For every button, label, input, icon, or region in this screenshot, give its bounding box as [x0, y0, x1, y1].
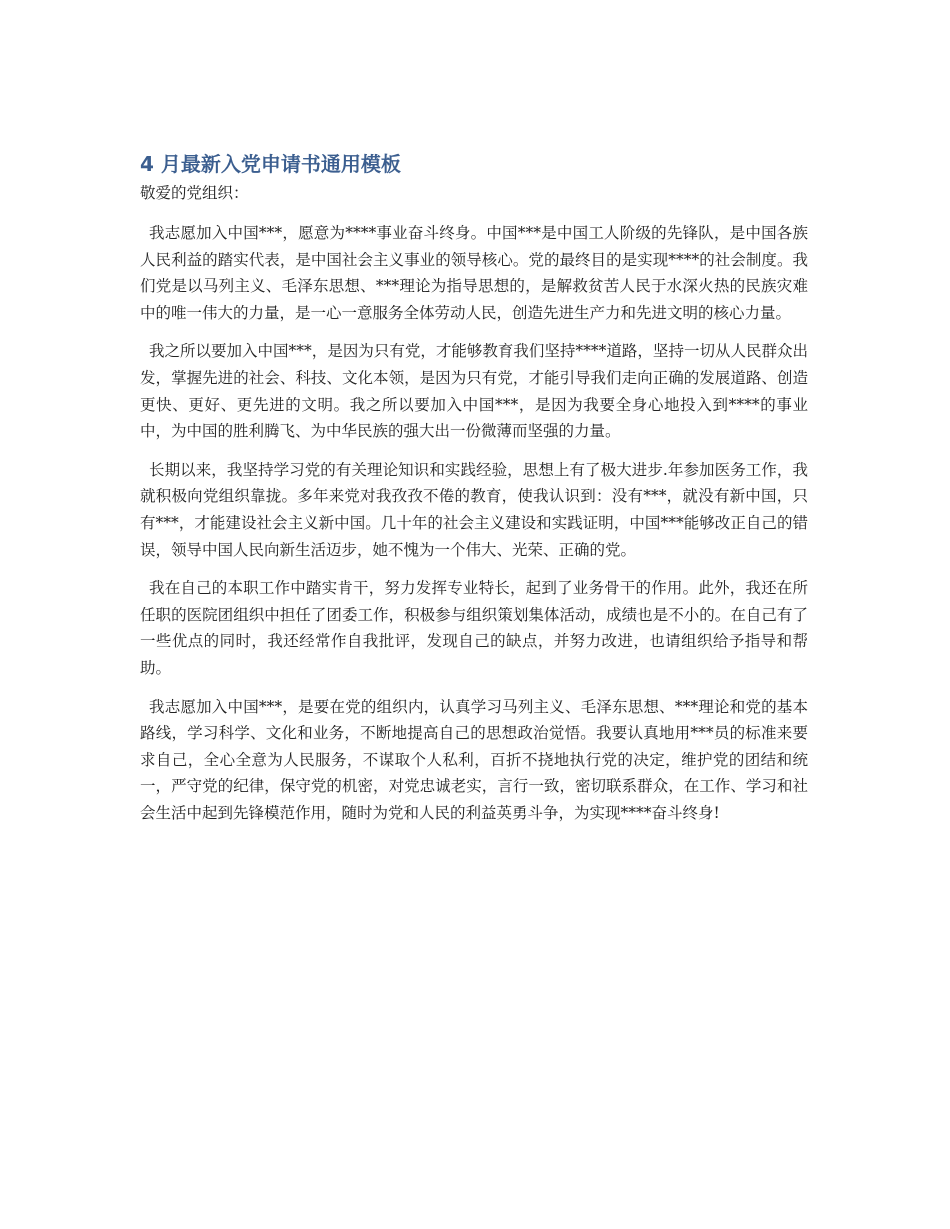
paragraph-1: 我志愿加入中国***，愿意为****事业奋斗终身。中国***是中国工人阶级的先锋队，是中国各族人民利益的踏实代表，是中国社会主义事业的领导核心。党的最终目的是实现****的社会制度。我们党是以马列主义、毛泽东思想、***理论为指导思想的，是解救贫苦人民于水深火热的民族灾难中的唯一伟大的力量，是一心一意服务全体劳动人民，创造先进生产力和先进文明的核心力量。: [140, 224, 808, 322]
salutation: 敬爱的党组织：: [140, 184, 249, 202]
paragraph-4: 我在自己的本职工作中踏实肯干，努力发挥专业特长，起到了业务骨干的作用。此外，我还在所任职的医院团组织中担任了团委工作，积极参与组织策划集体活动，成绩也是不小的。在自己有了一些优点的同时，我还经常作自我批评，发现自己的缺点，并努力改进，也请组织给予指导和帮助。: [140, 579, 808, 677]
document-page: [140, 148, 808, 838]
paragraph-2: 我之所以要加入中国***，是因为只有党，才能够教育我们坚持****道路，坚持一切从人民群众出发，掌握先进的社会、科技、文化本领，是因为只有党，才能引导我们走向正确的发展道路、创造更快、更好、更先进的文明。我之所以要加入中国***，是因为我要全身心地投入到****的事业中，为中国的胜利腾飞、为中华民族的强大出一份微薄而坚强的力量。: [140, 342, 808, 441]
paragraph-5: 我志愿加入中国***，是要在党的组织内，认真学习马列主义、毛泽东思想、***理论和党的基本路线，学习科学、文化和业务，不断地提高自己的思想政治觉悟。我要认真地用***员的标准来要求自己，全心全意为人民服务，不谋取个人私利，百折不挠地执行党的决定，维护党的团结和统一，严守党的纪律，保守党的机密，对党忠诚老实，言行一致，密切联系群众，在工作、学习和社会生活中起到先锋模范作用，随时为党和人民的利益英勇斗争，为实现****奋斗终身!: [140, 697, 808, 822]
paragraph-3: 长期以来，我坚持学习党的有关理论知识和实践经验，思想上有了极大进步.年参加医务工作，我就积极向党组织靠拢。多年来党对我孜孜不倦的教育，使我认识到：没有***，就没有新中国，只有***，才能建设社会主义新中国。几十年的社会主义建设和实践证明，中国***能够改正自己的错误，领导中国人民向新生活迈步，她不愧为一个伟大、光荣、正确的党。: [140, 460, 808, 559]
document-title: 4 月最新入党申请书通用模板: [140, 152, 401, 176]
